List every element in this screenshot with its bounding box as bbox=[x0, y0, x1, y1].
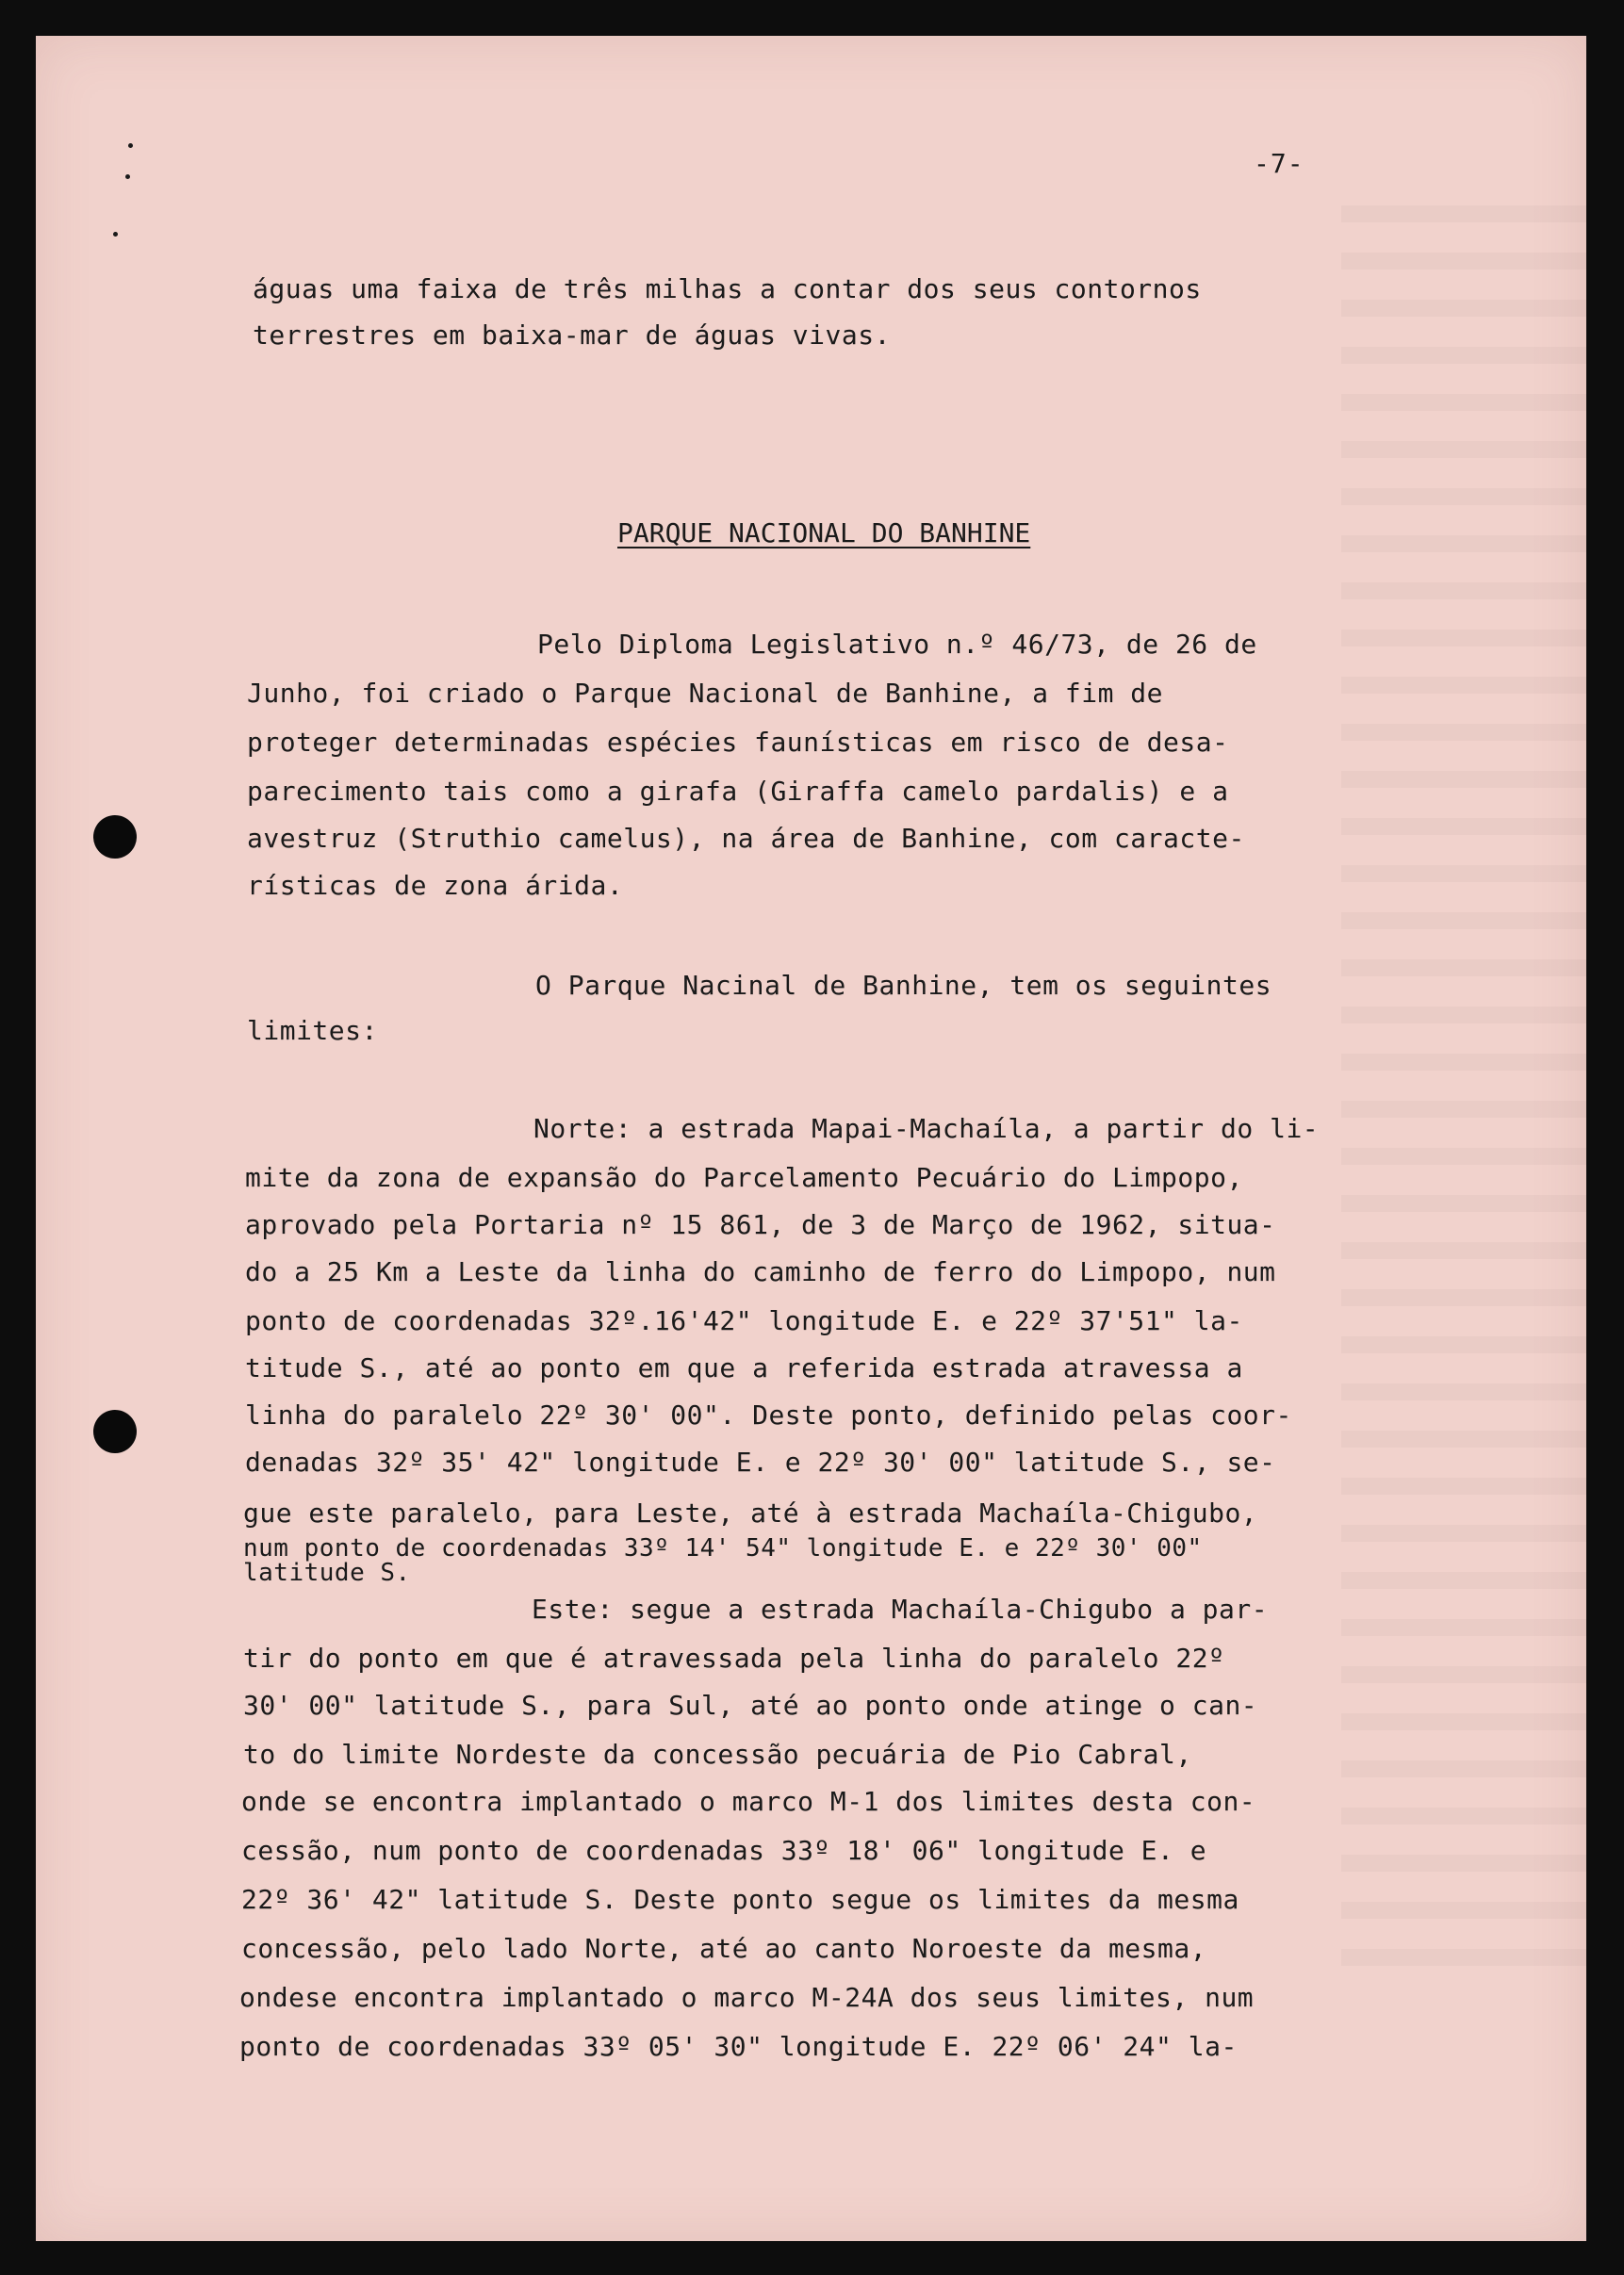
text-line: rísticas de zona árida. bbox=[247, 870, 624, 901]
text-line: do a 25 Km a Leste da linha do caminho de ferro do Limpopo, num bbox=[245, 1256, 1276, 1287]
text-line: Norte: a estrada Mapai-Machaíla, a partir do li- bbox=[533, 1113, 1320, 1144]
text-line: terrestres em baixa-mar de águas vivas. bbox=[253, 319, 891, 351]
text-line: num ponto de coordenadas 33º 14' 54" longitude E. e 22º 30' 00" bbox=[243, 1534, 1203, 1563]
text-line: titude S., até ao ponto em que a referida estrada atravessa a bbox=[245, 1352, 1243, 1383]
text-line: to do limite Nordeste da concessão pecuária de Pio Cabral, bbox=[243, 1739, 1192, 1770]
text-line: ponto de coordenadas 32º.16'42" longitude E. e 22º 37'51" la- bbox=[245, 1305, 1243, 1336]
text-line: limites: bbox=[247, 1015, 378, 1046]
speck-mark bbox=[128, 143, 133, 148]
text-line: latitude S. bbox=[243, 1559, 411, 1587]
text-line: concessão, pelo lado Norte, até ao canto Noroeste da mesma, bbox=[241, 1933, 1207, 1964]
text-line: Este: segue a estrada Machaíla-Chigubo a par- bbox=[532, 1594, 1269, 1625]
speck-mark bbox=[125, 174, 130, 179]
text-line: Pelo Diploma Legislativo n.º 46/73, de 26 de bbox=[537, 629, 1257, 660]
text-line: aprovado pela Portaria nº 15 861, de 3 de Março de 1962, situa- bbox=[245, 1209, 1276, 1240]
text-line: ponto de coordenadas 33º 05' 30" longitude E. 22º 06' 24" la- bbox=[239, 2031, 1238, 2062]
text-line: águas uma faixa de três milhas a contar dos seus contornos bbox=[253, 273, 1202, 304]
text-line: ondese encontra implantado o marco M-24A dos seus limites, num bbox=[239, 1982, 1255, 2013]
text-line: proteger determinadas espécies faunísticas em risco de desa- bbox=[247, 727, 1229, 758]
speck-mark bbox=[113, 232, 118, 237]
text-line: Junho, foi criado o Parque Nacional de Banhine, a fim de bbox=[247, 678, 1164, 709]
text-line: O Parque Nacinal de Banhine, tem os seguintes bbox=[535, 970, 1272, 1001]
text-line: 30' 00" latitude S., para Sul, até ao ponto onde atinge o can- bbox=[243, 1690, 1258, 1721]
bleed-through-text bbox=[1341, 205, 1586, 1996]
punch-hole-top bbox=[93, 815, 137, 859]
text-line: tir do ponto em que é atravessada pela linha do paralelo 22º bbox=[243, 1643, 1225, 1674]
text-line: 22º 36' 42" latitude S. Deste ponto segue os limites da mesma bbox=[241, 1884, 1239, 1915]
text-line: cessão, num ponto de coordenadas 33º 18' 06" longitude E. e bbox=[241, 1835, 1207, 1866]
text-line: parecimento tais como a girafa (Giraffa camelo pardalis) e a bbox=[247, 776, 1229, 807]
text-line: denadas 32º 35' 42" longitude E. e 22º 30' 00" latitude S., se- bbox=[245, 1447, 1276, 1478]
text-line: mite da zona de expansão do Parcelamento Pecuário do Limpopo, bbox=[245, 1162, 1243, 1193]
punch-hole-bottom bbox=[93, 1410, 137, 1453]
text-line: avestruz (Struthio camelus), na área de Banhine, com caracte- bbox=[247, 823, 1245, 854]
text-line: onde se encontra implantado o marco M-1 dos limites desta con- bbox=[241, 1786, 1256, 1817]
page-number: -7- bbox=[1254, 148, 1304, 179]
text-line: gue este paralelo, para Leste, até à estrada Machaíla-Chigubo, bbox=[243, 1498, 1258, 1529]
text-line: linha do paralelo 22º 30' 00". Deste ponto, definido pelas coor- bbox=[245, 1399, 1292, 1431]
section-title: PARQUE NACIONAL DO BANHINE bbox=[617, 517, 1031, 548]
